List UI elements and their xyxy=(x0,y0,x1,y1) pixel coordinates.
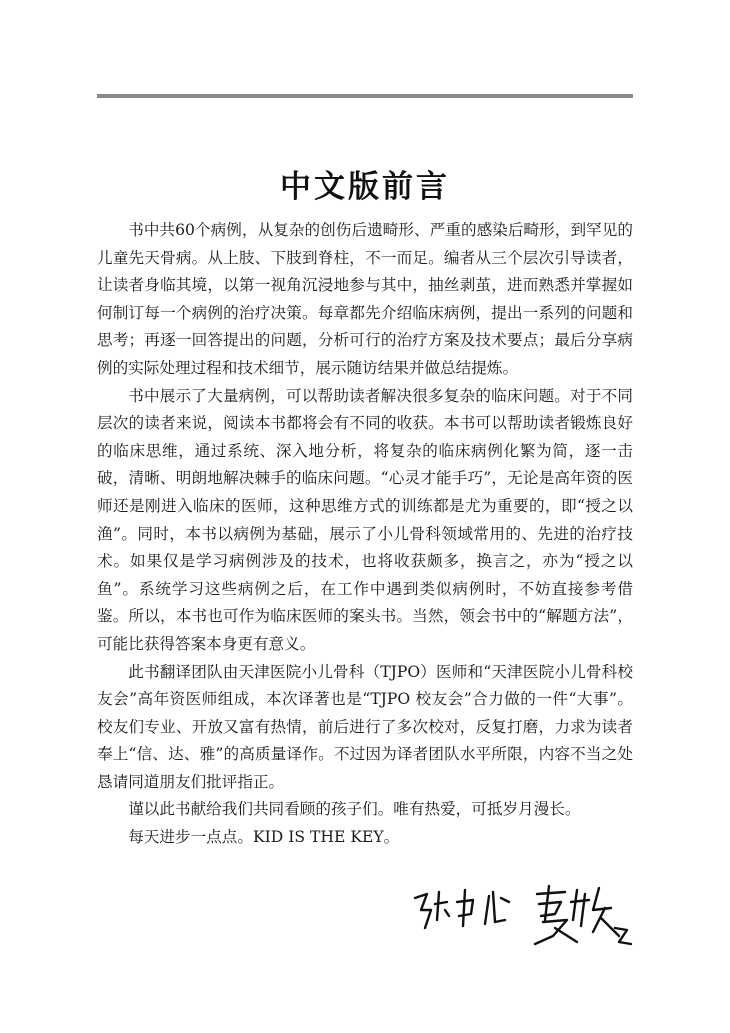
paragraph-3: 此书翻译团队由天津医院小儿骨科（TJPO）医师和“天津医院小儿骨科校友会”高年资医师组成，本次译著也是“TJPO 校友会”合力做的一件“大事”。校友们专业、开放又富有热情，前后进行了多次校对，反复打磨，力求为读者奉上“信、达、雅”的高质量译作。不过因为译者团队水平所限，内容不当之处恳请同道朋友们批评指正。 xyxy=(97,662,633,791)
paragraph-5: 每天进步一点点。KID IS THE KEY。 xyxy=(128,828,400,847)
handwritten-signature xyxy=(405,880,655,960)
paragraph-4: 谨以此书献给我们共同看顾的孩子们。唯有热爱，可抵岁月漫长。 xyxy=(128,800,581,819)
paragraph-2: 书中展示了大量病例，可以帮助读者解决很多复杂的临床问题。对于不同层次的读者来说，阅读本书都将会有不同的收获。本书可以帮助读者锻炼良好的临床思维，通过系统、深入地分析，将复杂的临床病例化繁为简，逐一击破，清晰、明朗地解决棘手的临床问题。“心灵才能手巧”，无论是高年资的医师还是刚进入临床的医师，这种思维方式的训练都是尤为重要的，即“授之以渔”。同时，本书以病例为基础，展示了小儿骨科领域常用的、先进的治疗技术。如果仅是学习病例涉及的技术，也将收获颇多，换言之，亦为“授之以鱼”。系统学习这些病例之后，在工作中遇到类似病例时，不妨直接参考借鉴。所以，本书也可作为临床医师的案头书。当然，领会书中的“解题方法”，可能比获得答案本身更有意义。 xyxy=(97,386,633,653)
header-rule xyxy=(97,94,633,98)
preface-body xyxy=(97,217,633,852)
paragraph-1: 书中共60个病例，从复杂的创伤后遗畸形、严重的感染后畸形，到罕见的儿童先天骨病。从上肢、下肢到脊柱，不一而足。编者从三个层次引导读者，让读者身临其境，以第一视角沉浸地参与其中，抽丝剥茧，进而熟悉并掌握如何制订每一个病例的治疗决策。每章都先介绍临床病例，提出一系列的问题和思考；再逐一回答提出的问题，分析可行的治疗方案及技术要点；最后分享病例的实际处理过程和技术细节，展示随访结果并做总结提炼。 xyxy=(97,221,633,377)
page-title: 中文版前言 xyxy=(280,168,450,205)
